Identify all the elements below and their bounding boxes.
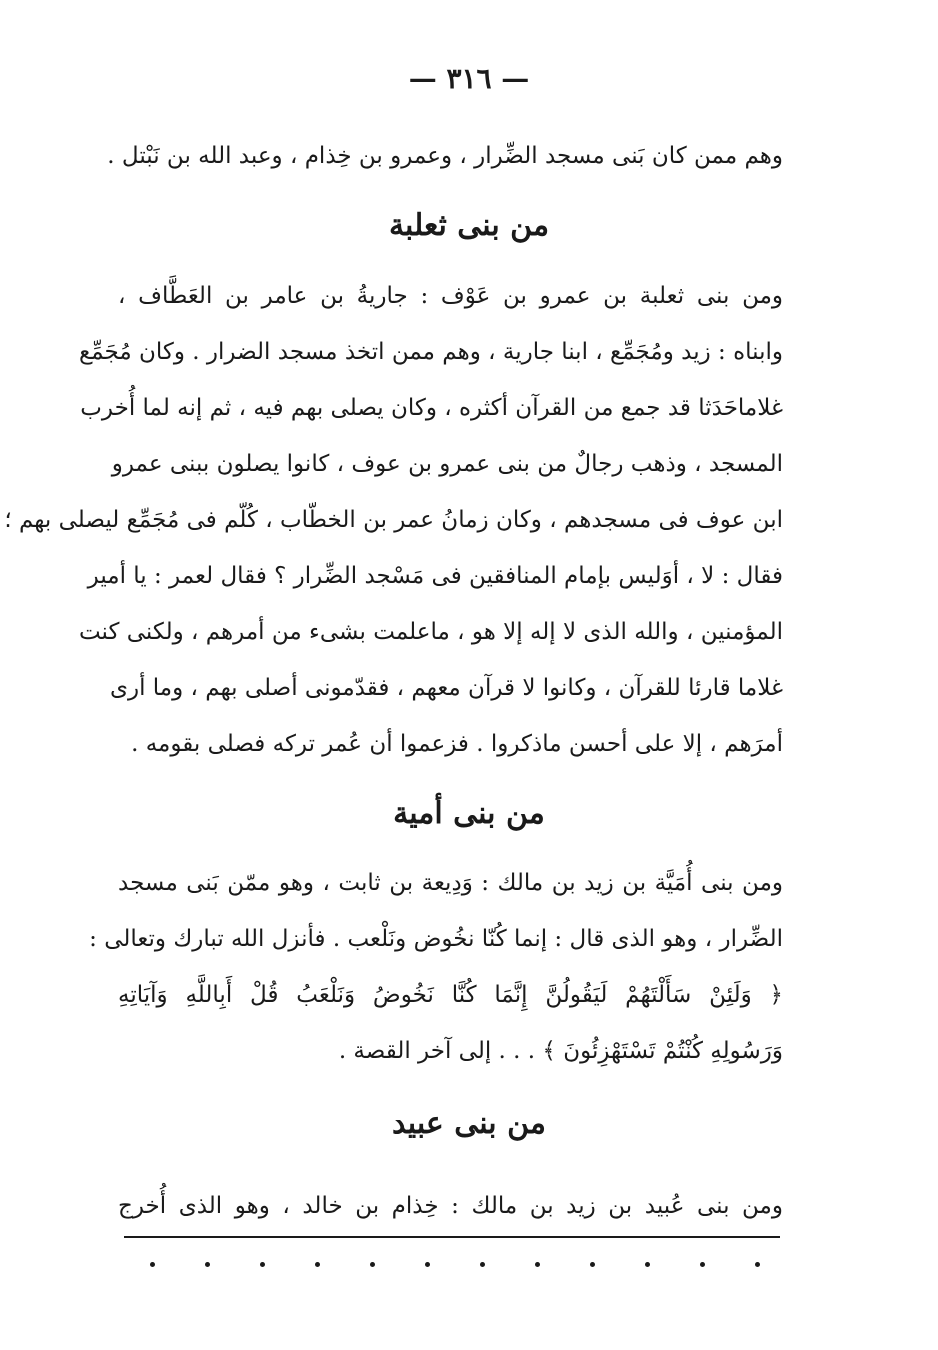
section-paragraph [4, 268, 783, 772]
text-line: المؤمنين ، والله الذى لا إله إلا هو ، ماعلمت بشىء من أمرهم ، ولكنى كنت [78, 619, 783, 645]
text-line: ومن بنى أُمَيَّة بن زيد بن مالك : وَدِيعة بن ثابت ، وهو ممّن بَنى مسجد [118, 870, 783, 896]
text-line: وهم ممن كان بَنى مسجد الضِّرار ، وعمرو بن خِذام ، وعبد الله بن نَبْتل . [107, 143, 783, 169]
footer-dot [425, 1262, 430, 1267]
footer-dot [150, 1262, 155, 1267]
text-line: أمرَهم ، إلا على أحسن ماذكروا . فزعموا أن عُمر تركه فصلى بقومه . [131, 731, 783, 757]
section-heading: من بنى ثعلبة [388, 208, 550, 243]
text-line: ابن عوف فى مسجدهم ، وكان زمانُ عمر بن الخطّاب ، كُلّم فى مُجَمِّع ليصلى بهم ؛ [4, 507, 783, 533]
footer-dot [260, 1262, 265, 1267]
page-number: — ٣١٦ — [408, 62, 530, 95]
text-line: ومن بنى عُبيد بن زيد بن مالك : خِذام بن خالد ، وهو الذى أُخرج [118, 1193, 783, 1219]
footer-dot [755, 1262, 760, 1267]
footer-dot [370, 1262, 375, 1267]
text-line: ومن بنى ثعلبة بن عمرو بن عَوْف : جاريةُ بن عامر بن العَطَّاف ، [118, 283, 783, 309]
footer-dot [205, 1262, 210, 1267]
text-line: فقال : لا ، أوَليس بإمام المنافقين فى مَسْجد الضِّرار ؟ فقال لعمر : يا أمير [87, 563, 783, 589]
text-line: وَرَسُولِهِ كُنْتُمْ تَسْتَهْزِئُونَ ﴾ . . . إلى آخر القصة . [338, 1038, 783, 1064]
footer-dot [700, 1262, 705, 1267]
intro-paragraph [107, 128, 783, 184]
text-line: غلاما قارئا للقرآن ، وكانوا لا قرآن معهم ، فقدّمونى أصلى بهم ، وما أرى [109, 675, 783, 701]
footer-dot [535, 1262, 540, 1267]
footer-dots [150, 1262, 760, 1267]
text-line: ﴿ وَلَئِنْ سَأَلْتَهُمْ لَيَقُولُنَّ إِنَّمَا كُنَّا نَخُوضُ وَنَلْعَبُ قُلْ أَبِاللَّهِ وَآيَاتِهِ [118, 982, 783, 1008]
footer-dot [315, 1262, 320, 1267]
footer-dot [590, 1262, 595, 1267]
section-paragraph [118, 1178, 783, 1234]
text-line: المسجد ، وذهب رجالٌ من بنى عمرو بن عوف ، كانوا يصلون ببنى عمرو [111, 451, 783, 477]
section-heading: من بنى أمية [393, 796, 545, 831]
footer-rule [124, 1236, 780, 1238]
text-line: الضِّرار ، وهو الذى قال : إنما كُنّا نخُوض ونَلْعب . فأنزل الله تبارك وتعالى : [89, 926, 783, 952]
footer-dot [480, 1262, 485, 1267]
text-line: غلاماحَدَثا قد جمع من القرآن أكثره ، وكان يصلى بهم فيه ، ثم إنه لما أُخرب [80, 395, 783, 421]
footer-dot [645, 1262, 650, 1267]
section-heading: من بنى عبيد [392, 1106, 546, 1141]
text-line: وابناه : زيد ومُجَمِّع ، ابنا جارية ، وهم ممن اتخذ مسجد الضرار . وكان مُجَمِّع [79, 339, 783, 365]
section-paragraph [89, 855, 783, 1079]
